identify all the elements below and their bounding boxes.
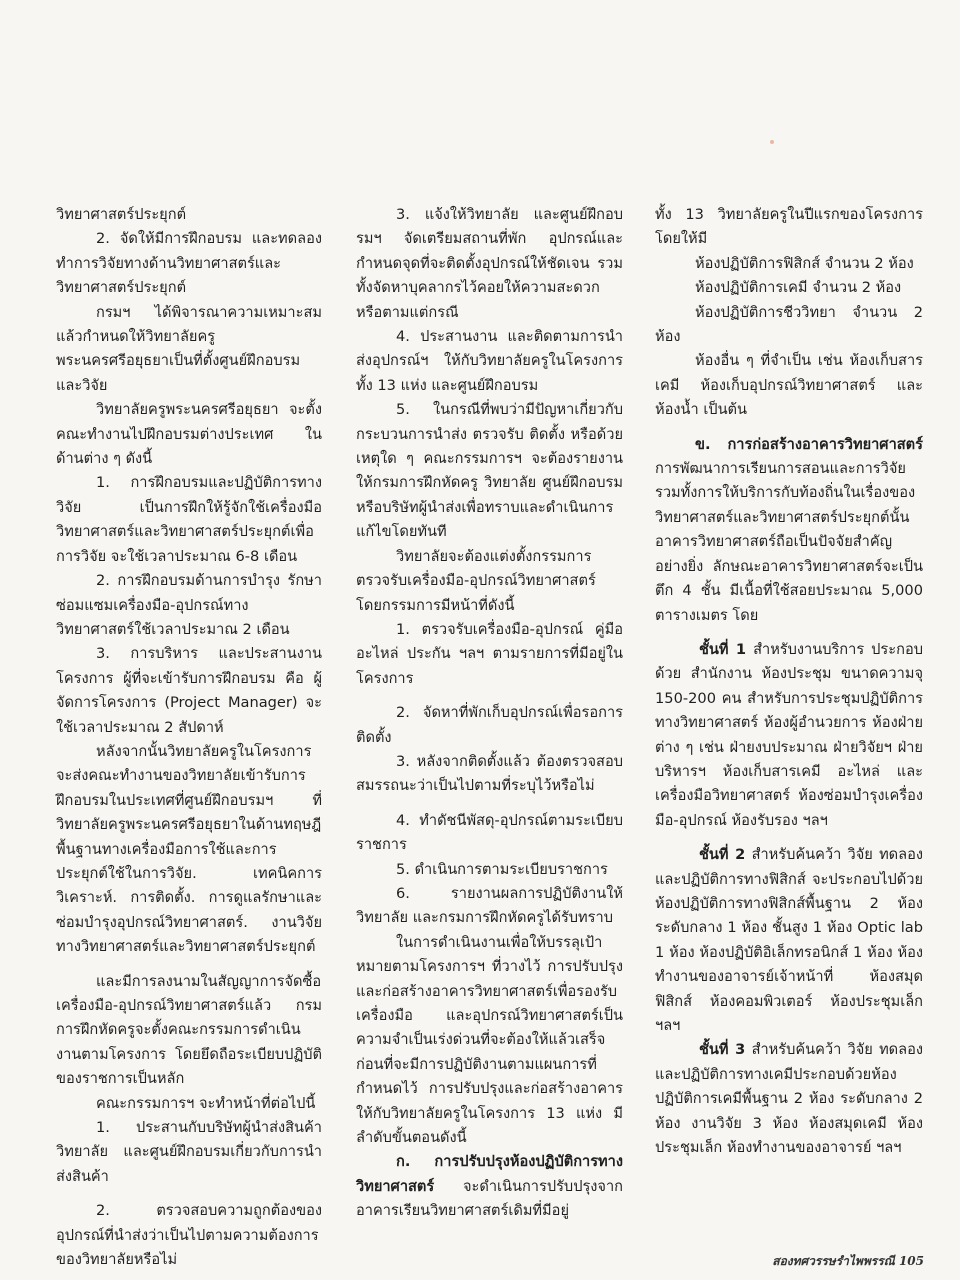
paragraph: วิทยาศาสตร์ประยุกต์ [56,206,187,223]
paragraph: 4. ประสานงาน และติดตามการนำส่งอุปกรณ์ฯ ให้กับวิทยาลัยครูในโครงการทั้ง 13 แห่ง และศูนย์ฝึกอบรม [356,328,623,394]
paragraph: ห้องอื่น ๆ ที่จำเป็น เช่น ห้องเก็บสารเคมี ห้องเก็บอุปกรณ์วิทยาศาสตร์ และห้องน้ำ เป็นต้น [655,352,923,419]
section-heading-paragraph: ข. การก่อสร้างอาคารวิทยาศาสตร์ การพัฒนาการเรียนการสอนและการวิจัยรวมทั้งการให้บริการกับท้องถิ่นในเรื่องของวิทยาศาสตร์และวิทยาศาสตร์ประยุกต์นั้น อาคารวิทยาศาสตร์ถือเป็นปัจจัยสำคัญอย่างยิ่ง ลักษณะอาคารวิทยาศาสตร์จะเป็นตึก 4 ชั้น มีเนื้อที่ใช้สอยประมาณ 5,000 ตารางเมตร โดย [655,435,923,624]
paragraph: 2. จัดให้มีการฝึกอบรม และทดลองทำการวิจัยทางด้านวิทยาศาสตร์และวิทยาศาสตร์ประยุกต์ [56,230,322,297]
paragraph: 2. ตรวจสอบความถูกต้องของอุปกรณ์ที่นำส่งว่าเป็นไปตามความต้องการของวิทยาลัยหรือไม่ [56,1202,322,1269]
floor-label: ชั้นที่ 2 [699,846,746,864]
column-left [56,203,322,1272]
paragraph: 3. การบริหาร และประสานงานโครงการ ผู้ที่จะเข้ารับการฝึกอบรม คือ ผู้จัดการโครงการ (Project Manager) จะใช้เวลาประมาณ 2 สัปดาห์ [56,645,322,736]
paragraph: 1. ตรวจรับเครื่องมือ-อุปกรณ์ คู่มือ อะไหล่ ประกัน ฯลฯ ตามรายการที่มีอยู่ในโครงการ [356,620,623,687]
paragraph: วิทยาลัยครูพระนครศรีอยุธยา จะตั้งคณะทำงานไปฝึกอบรมต่างประเทศ ในด้านต่าง ๆ ดังนี้ [56,401,322,468]
paragraph: และมีการลงนามในสัญญาการจัดซื้อเครื่องมือ-อุปกรณ์วิทยาศาสตร์แล้ว กรมการฝึกหัดครูจะตั้งคณะกรรมการดำเนินงานตามโครงการ โดยยึดถือระเบียบปฏิบัติของราชการเป็นหลัก [56,972,322,1088]
paragraph: คณะกรรมการฯ จะทำหน้าที่ต่อไปนี้ [96,1094,316,1112]
floor-paragraph: ชั้นที่ 3 สำหรับค้นคว้า วิจัย ทดลอง และปฏิบัติการทางเคมีประกอบด้วยห้องปฏิบัติการเคมีพื้นฐาน 2 ห้อง ระดับกลาง 2 ห้อง งานวิจัย 3 ห้อง ห้องสมุดเคมี ห้องประชุมเล็ก ห้องทำงานของอาจารย์ ฯลฯ [655,1041,923,1157]
column-middle [356,203,623,1224]
paragraph: ห้องปฏิบัติการชีววิทยา จำนวน 2 ห้อง [655,303,923,346]
scan-speck [770,140,774,144]
paragraph: 6. รายงานผลการปฏิบัติงานให้วิทยาลัย และกรมการฝึกหัดครูได้รับทราบ [356,884,623,927]
floor-label: ชั้นที่ 3 [699,1041,746,1059]
paragraph: ในการดำเนินงานเพื่อให้บรรลุเป้าหมายตามโครงการฯ ที่วางไว้ การปรับปรุงและก่อสร้างอาคารวิทยาศาสตร์เพื่อรองรับเครื่องมือ และอุปกรณ์วิทยาศาสตร์เป็นความจำเป็นเร่งด่วนที่จะต้องให้แล้วเสร็จก่อนที่จะมีการปฏิบัติงานตามแผนการที่กำหนดไว้ การปรับปรุงและก่อสร้างอาคารให้กับวิทยาลัยครูในโครงการ 13 แห่ง มีลำดับขั้นตอนดังนี้ [356,933,623,1147]
paragraph: 3. แจ้งให้วิทยาลัย และศูนย์ฝึกอบรมฯ จัดเตรียมสถานที่พัก อุปกรณ์และกำหนดจุดที่จะติดตั้งอุปกรณ์ให้ชัดเจน รวมทั้งจัดหาบุคลากรไว้คอยให้ความสะดวก หรือตามแต่กรณี [356,206,623,321]
paragraph: 3. หลังจากติดตั้งแล้ว ต้องตรวจสอบสมรรถนะว่าเป็นไปตามที่ระบุไว้หรือไม่ [356,752,623,795]
paragraph: 1. ประสานกับบริษัทผู้นำส่งสินค้าวิทยาลัย และศูนย์ฝึกอบรมเกี่ยวกับการนำส่งสินค้า [56,1119,322,1185]
paragraph: 2. จัดหาที่พักเก็บอุปกรณ์เพื่อรอการติดตั้ง [356,704,623,746]
paragraph: 1. การฝึกอบรมและปฏิบัติการทางวิจัย เป็นการฝึกให้รู้จักใช้เครื่องมือวิทยาศาสตร์และวิทยาศาสตร์ประยุกต์เพื่อการวิจัย จะใช้เวลาประมาณ 6-8 เดือน [56,474,322,565]
floor-label: ชั้นที่ 1 [699,640,747,658]
paragraph: ห้องปฏิบัติการเคมี จำนวน 2 ห้อง [695,279,902,297]
paragraph: 2. การฝึกอบรมด้านการบำรุง รักษาซ่อมแซมเครื่องมือ-อุปกรณ์ทางวิทยาศาสตร์ใช้เวลาประมาณ 2 เดือน [56,572,322,638]
paragraph: หลังจากนั้นวิทยาลัยครูในโครงการจะส่งคณะทำงานของวิทยาลัยเข้ารับการฝึกอบรมในประเทศที่ศูนย์ฝึกอบรมฯ ที่วิทยาลัยครูพระนครศรีอยุธยาในด้านทฤษฎีพื้นฐานทางเครื่องมือการใช้และการประยุกต์ใช้ในการวิจัย. เทคนิคการวิเคราะห์. การติดตั้ง. การดูแลรักษาและซ่อมบำรุงอุปกรณ์วิทยาศาสตร์. งานวิจัยทางวิทยาศาสตร์และวิทยาศาสตร์ประยุกต์ [56,742,322,956]
paragraph: 5. ดำเนินการตามระเบียบราชการ [396,860,608,878]
paragraph: กรมฯ ได้พิจารณาความเหมาะสมแล้วกำหนดให้วิทยาลัยครูพระนครศรีอยุธยาเป็นที่ตั้งศูนย์ฝึกอบรมและวิจัย [56,303,322,394]
paragraph: วิทยาลัยจะต้องแต่งตั้งกรรมการตรวจรับเครื่องมือ-อุปกรณ์วิทยาศาสตร์ โดยกรรมการมีหน้าที่ดังนี้ [356,547,596,614]
column-right [655,203,923,1160]
section-heading: ข. การก่อสร้างอาคารวิทยาศาสตร์ [695,435,923,453]
paragraph: 4. ทำดัชนีพัสดุ-อุปกรณ์ตามระเบียบราชการ [356,811,623,854]
section-heading-paragraph: ก. การปรับปรุงห้องปฏิบัติการทางวิทยาศาสตร์ จะดำเนินการปรับปรุงจากอาคารเรียนวิทยาศาสตร์เดิมที่มีอยู่ [356,1153,623,1220]
paragraph: ห้องปฏิบัติการฟิสิกส์ จำนวน 2 ห้อง [695,254,914,272]
floor-paragraph: ชั้นที่ 1 สำหรับงานบริการ ประกอบด้วย สำนักงาน ห้องประชุม ขนาดความจุ 150-200 คน สำหรับการประชุมปฏิบัติการทางวิทยาศาสตร์ ห้องผู้อำนวยการ ห้องฝ่ายต่าง ๆ เช่น ฝ่ายงบประมาณ ฝ่ายวิจัยฯ ฝ่ายบริหารฯ ห้องเก็บสารเคมี อะไหล่ และเครื่องมือวิทยาศาสตร์ ห้องซ่อมบำรุงเครื่องมือ-อุปกรณ์ ห้องรับรอง ฯลฯ [655,640,923,829]
section-heading: ก. การปรับปรุงห้องปฏิบัติการทางวิทยาศาสตร์ [356,1153,623,1195]
paragraph: ทั้ง 13 วิทยาลัยครูในปีแรกของโครงการ โดยให้มี [655,206,923,248]
paragraph: 5. ในกรณีที่พบว่ามีปัญหาเกี่ยวกับกระบวนการนำส่ง ตรวจรับ ติดตั้ง หรือด้วยเหตุใด ๆ คณะกรรมการฯ จะต้องรายงานให้กรมการฝึกหัดครู วิทยาลัย ศูนย์ฝึกอบรม หรือบริษัทผู้นำส่งเพื่อทราบและดำเนินการแก้ไขโดยทันที [356,401,623,541]
floor-paragraph: ชั้นที่ 2 สำหรับค้นคว้า วิจัย ทดลอง และปฏิบัติการทางฟิสิกส์ จะประกอบไปด้วยห้องปฏิบัติการทางฟิสิกส์พื้นฐาน 2 ห้อง ระดับกลาง 1 ห้อง ชั้นสูง 1 ห้อง Optic lab 1 ห้อง ห้องปฏิบัติอิเล็กทรอนิกส์ 1 ห้อง ห้องทำงานของอาจารย์เจ้าหน้าที่ ห้องสมุดฟิสิกส์ ห้องคอมพิวเตอร์ ห้องประชุมเล็ก ฯลฯ [655,846,923,1034]
page-footer: สองทศวรรษรำไพพรรณี 105 [772,1254,924,1268]
